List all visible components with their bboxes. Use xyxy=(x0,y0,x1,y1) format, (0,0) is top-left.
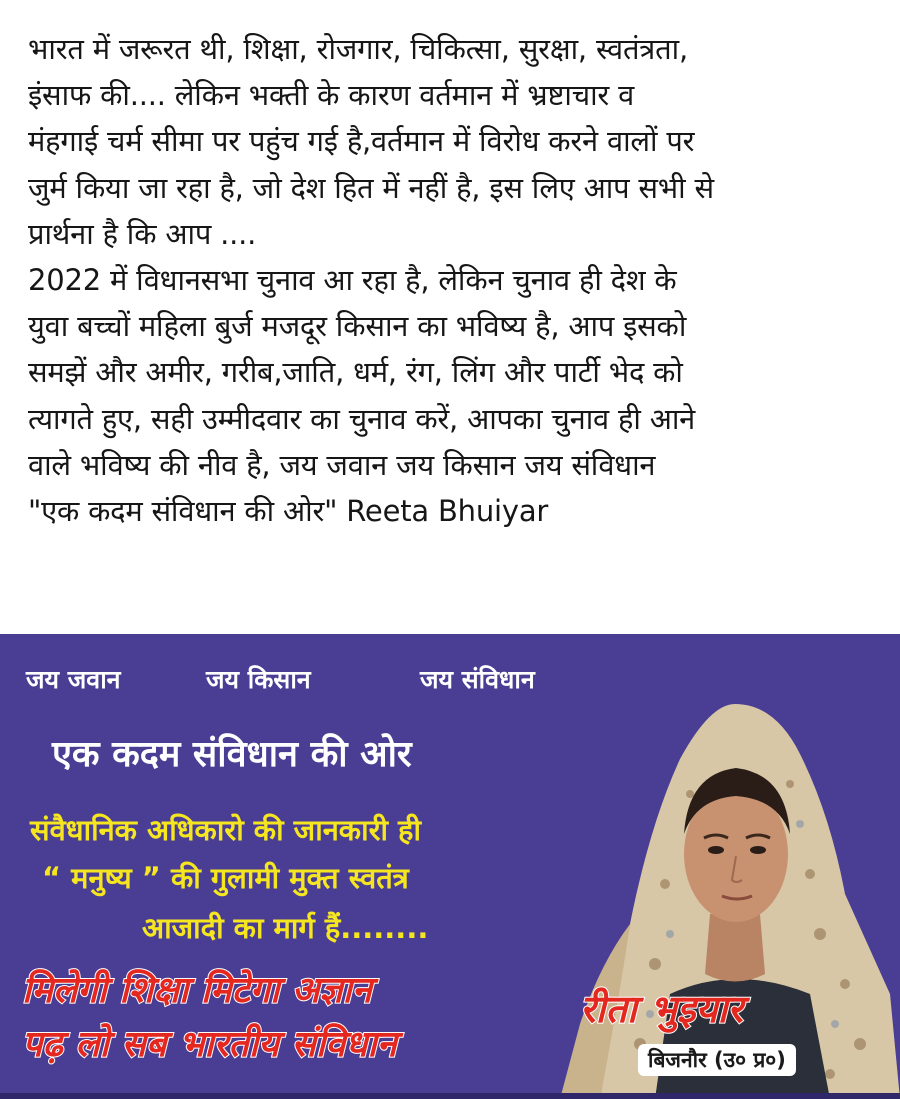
rights-line: “ मनुष्य ” की गुलामी मुक्त स्वतंत्र xyxy=(42,861,409,895)
caption-line: वाले भविष्य की नीव है, जय जवान जय किसान जय संविधान xyxy=(28,447,656,482)
caption-line: समझें और अमीर, गरीब,जाति, धर्म, रंग, लिंग और पार्टी भेद को xyxy=(28,355,683,390)
caption-line: प्रार्थना है कि आप .... xyxy=(28,216,257,251)
slogan-jai-jawan: जय जवान xyxy=(26,665,121,694)
constitution-slogan: पढ़ लो सब भारतीय संविधान xyxy=(22,1023,397,1065)
poster-bottom-strip xyxy=(0,1093,900,1099)
poster-title: एक कदम संविधान की ओर xyxy=(52,734,412,775)
rights-line: आजादी का मार्ग हैं........ xyxy=(142,911,429,945)
education-slogan: मिलेगी शिक्षा मिटेगा अज्ञान xyxy=(22,969,372,1011)
caption-line: युवा बच्चों महिला बुर्ज मजदूर किसान का भविष्य है, आप इसको xyxy=(28,309,687,344)
rights-line: संवैधानिक अधिकारो की जानकारी ही xyxy=(30,813,421,847)
caption-signature-line: "एक कदम संविधान की ओर" Reeta Bhuiyar xyxy=(28,494,549,529)
caption-line: 2022 में विधानसभा चुनाव आ रहा है, लेकिन चुनाव ही देश के xyxy=(28,263,677,298)
caption-line: मंहगाई चर्म सीमा पर पहुंच गई है,वर्तमान में विरोध करने वालों पर xyxy=(28,124,695,159)
caption-line: जुर्म किया जा रहा है, जो देश हित में नहीं है, इस लिए आप सभी से xyxy=(28,170,714,205)
campaign-poster-image[interactable] xyxy=(0,634,900,1099)
caption-line: भारत में जरूरत थी, शिक्षा, रोजगार, चिकित्सा, सुरक्षा, स्वतंत्रता, xyxy=(28,32,688,66)
slogan-jai-samvidhan: जय संविधान xyxy=(420,665,535,694)
post-caption xyxy=(28,26,888,534)
candidate-name: रीता भुइयार xyxy=(580,986,743,1031)
candidate-location-badge: बिजनौर (उ० प्र०) xyxy=(638,1044,796,1076)
slogan-jai-kisan: जय किसान xyxy=(206,665,311,694)
caption-line: त्यागते हुए, सही उम्मीदवार का चुनाव करें, आपका चुनाव ही आने xyxy=(28,401,696,436)
caption-line: इंसाफ की.... लेकिन भक्ती के कारण वर्तमान में भ्रष्टाचार व xyxy=(28,78,635,113)
